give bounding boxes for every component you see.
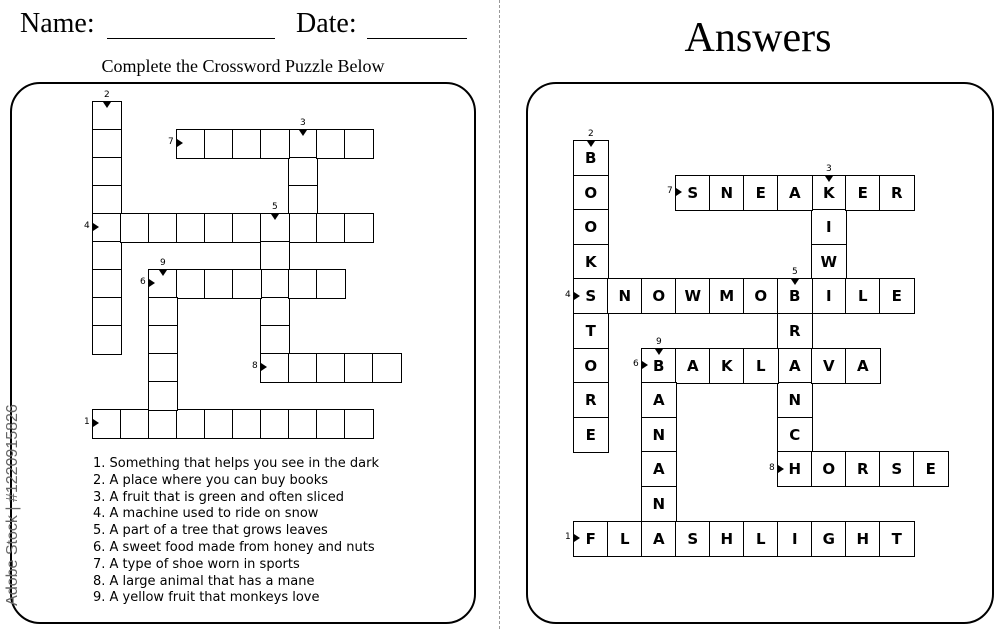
date-label: Date:: [296, 8, 357, 39]
arrow-down-icon: [299, 130, 307, 136]
clue-number-3: 3: [826, 163, 832, 174]
crossword-cell: [607, 278, 643, 314]
cell-letter: N: [788, 391, 802, 410]
cell-letter: R: [890, 183, 903, 202]
clue-6: 6. A sweet food made from honey and nuts: [93, 539, 375, 555]
cell-letter: O: [584, 183, 598, 202]
crossword-cell[interactable]: [260, 297, 290, 327]
clue-number-1: 1: [565, 531, 571, 542]
crossword-cell[interactable]: [148, 213, 178, 243]
crossword-cell: [777, 382, 813, 418]
crossword-cell[interactable]: [344, 213, 374, 243]
crossword-cell: [811, 209, 847, 245]
crossword-cell: [641, 278, 677, 314]
crossword-cell[interactable]: [316, 213, 346, 243]
name-label: Name:: [20, 8, 95, 39]
cell-letter: E: [925, 460, 936, 479]
clue-8: 8. A large animal that has a mane: [93, 573, 315, 589]
cell-letter: B: [789, 287, 801, 306]
crossword-cell: [777, 175, 813, 211]
clue-number-3: 3: [300, 118, 306, 128]
crossword-cell: [675, 521, 711, 557]
arrow-down-icon: [655, 349, 663, 355]
crossword-cell[interactable]: [232, 213, 262, 243]
arrow-right-icon: [93, 223, 99, 231]
clue-list: [93, 456, 379, 607]
crossword-cell: [641, 451, 677, 487]
crossword-cell: [709, 175, 745, 211]
crossword-cell: [573, 417, 609, 453]
crossword-cell: [811, 278, 847, 314]
crossword-cell: [879, 175, 915, 211]
crossword-cell: [709, 521, 745, 557]
cell-letter: B: [653, 356, 665, 375]
crossword-cell[interactable]: [316, 353, 346, 383]
clue-number-5: 5: [792, 267, 798, 278]
crossword-cell[interactable]: [120, 409, 150, 439]
crossword-cell: [573, 313, 609, 349]
crossword-cell[interactable]: [92, 325, 122, 355]
cell-letter: A: [856, 356, 869, 375]
arrow-right-icon: [676, 188, 682, 196]
arrow-right-icon: [261, 363, 267, 371]
crossword-cell: [641, 486, 677, 522]
crossword-cell: [811, 521, 847, 557]
cell-letter: I: [825, 287, 832, 306]
crossword-cell[interactable]: [232, 269, 262, 299]
crossword-cell: [573, 382, 609, 418]
cell-letter: K: [584, 252, 597, 271]
arrow-down-icon: [825, 176, 833, 182]
crossword-cell: [641, 417, 677, 453]
arrow-right-icon: [177, 139, 183, 147]
cell-letter: R: [856, 460, 869, 479]
crossword-cell: [573, 244, 609, 280]
cell-letter: L: [619, 529, 630, 548]
crossword-cell: [777, 521, 813, 557]
date-input-line[interactable]: [367, 38, 467, 39]
crossword-cell: [573, 175, 609, 211]
crossword-cell: [743, 348, 779, 384]
crossword-cell[interactable]: [260, 269, 290, 299]
crossword-cell[interactable]: [288, 269, 318, 299]
crossword-cell: [675, 348, 711, 384]
cell-letter: L: [755, 356, 766, 375]
clue-number-8: 8: [252, 361, 258, 371]
crossword-cell[interactable]: [204, 129, 234, 159]
cell-letter: H: [856, 529, 870, 548]
cell-letter: W: [684, 287, 702, 306]
cell-letter: O: [584, 218, 598, 237]
crossword-cell[interactable]: [288, 213, 318, 243]
cell-letter: O: [652, 287, 666, 306]
clue-number-2: 2: [588, 129, 594, 139]
crossword-cell[interactable]: [344, 353, 374, 383]
crossword-cell[interactable]: [288, 185, 318, 215]
clue-number-9: 9: [656, 336, 662, 347]
cell-letter: K: [822, 183, 835, 202]
cell-letter: R: [584, 391, 597, 410]
page-divider: [499, 0, 500, 629]
clue-1: 1. Something that helps you see in the dark: [93, 456, 379, 471]
clue-number-2: 2: [104, 90, 110, 100]
crossword-cell[interactable]: [260, 325, 290, 355]
cell-letter: A: [788, 183, 801, 202]
cell-letter: S: [585, 287, 597, 306]
crossword-cell[interactable]: [148, 353, 178, 383]
cell-letter: L: [857, 287, 868, 306]
cell-letter: G: [822, 529, 835, 548]
clue-number-7: 7: [168, 137, 174, 147]
cell-letter: M: [719, 287, 735, 306]
crossword-cell: [845, 521, 881, 557]
crossword-cell: [879, 278, 915, 314]
arrow-down-icon: [587, 141, 595, 147]
crossword-cell: [777, 417, 813, 453]
arrow-right-icon: [642, 361, 648, 369]
cell-letter: N: [618, 287, 632, 306]
crossword-cell[interactable]: [204, 409, 234, 439]
crossword-cell: [573, 209, 609, 245]
clue-3: 3. A fruit that is green and often sliced: [93, 489, 345, 505]
crossword-cell[interactable]: [260, 129, 290, 159]
clue-number-4: 4: [84, 221, 90, 231]
crossword-cell[interactable]: [288, 157, 318, 187]
clue-2: 2. A place where you can buy books: [93, 472, 329, 488]
cell-letter: V: [822, 356, 835, 375]
crossword-cell: [845, 451, 881, 487]
crossword-cell: [811, 451, 847, 487]
crossword-cell[interactable]: [148, 381, 178, 411]
crossword-cell: [573, 348, 609, 384]
crossword-cell: [845, 348, 881, 384]
arrow-right-icon: [149, 279, 155, 287]
crossword-cell[interactable]: [92, 269, 122, 299]
crossword-cell: [641, 521, 677, 557]
name-input-line[interactable]: [107, 38, 275, 39]
crossword-cell[interactable]: [148, 409, 178, 439]
clue-9: 9. A yellow fruit that monkeys love: [93, 590, 320, 606]
cell-letter: E: [857, 183, 868, 202]
clue-number-4: 4: [565, 289, 571, 300]
crossword-cell[interactable]: [316, 129, 346, 159]
crossword-cell: [845, 175, 881, 211]
crossword-cell: [709, 278, 745, 314]
crossword-cell[interactable]: [232, 409, 262, 439]
cell-letter: E: [891, 287, 902, 306]
arrow-right-icon: [778, 465, 784, 473]
cell-letter: H: [788, 460, 802, 479]
cell-letter: T: [585, 322, 596, 341]
clue-number-1: 1: [84, 417, 90, 427]
crossword-cell[interactable]: [288, 353, 318, 383]
clue-number-7: 7: [667, 185, 673, 196]
crossword-cell: [641, 382, 677, 418]
cell-letter: N: [720, 183, 734, 202]
crossword-cell[interactable]: [316, 409, 346, 439]
crossword-cell[interactable]: [92, 185, 122, 215]
arrow-down-icon: [103, 102, 111, 108]
crossword-cell: [777, 348, 813, 384]
crossword-cell[interactable]: [344, 129, 374, 159]
cell-letter: E: [585, 425, 596, 444]
clue-7: 7. A type of shoe worn in sports: [93, 556, 300, 572]
crossword-cell[interactable]: [92, 297, 122, 327]
cell-letter: A: [652, 460, 665, 479]
arrow-down-icon: [271, 214, 279, 220]
crossword-cell: [913, 451, 949, 487]
cell-letter: F: [585, 529, 596, 548]
cell-letter: T: [891, 529, 902, 548]
cell-letter: I: [825, 218, 832, 237]
answers-title: Answers: [684, 15, 832, 61]
cell-letter: S: [891, 460, 903, 479]
crossword-cell[interactable]: [260, 241, 290, 271]
cell-letter: O: [754, 287, 768, 306]
arrow-right-icon: [93, 419, 99, 427]
crossword-cell: [743, 521, 779, 557]
clue-number-8: 8: [769, 462, 775, 473]
crossword-cell[interactable]: [260, 409, 290, 439]
crossword-cell[interactable]: [92, 129, 122, 159]
cell-letter: A: [652, 529, 665, 548]
cell-letter: W: [820, 252, 838, 271]
crossword-cell: [709, 348, 745, 384]
crossword-cell: [607, 521, 643, 557]
crossword-cell[interactable]: [148, 325, 178, 355]
crossword-cell[interactable]: [232, 129, 262, 159]
watermark-text: Adobe Stock | #1220915826: [4, 404, 21, 606]
crossword-cell: [675, 278, 711, 314]
clue-number-6: 6: [140, 277, 146, 287]
cell-letter: L: [755, 529, 766, 548]
crossword-cell[interactable]: [120, 213, 150, 243]
clue-5: 5. A part of a tree that grows leaves: [93, 523, 328, 539]
clue-number-5: 5: [272, 202, 278, 212]
cell-letter: N: [652, 425, 666, 444]
crossword-cell: [743, 175, 779, 211]
arrow-right-icon: [574, 292, 580, 300]
cell-letter: S: [687, 529, 699, 548]
cell-letter: K: [720, 356, 733, 375]
crossword-cell: [879, 451, 915, 487]
crossword-cell[interactable]: [344, 409, 374, 439]
crossword-cell: [811, 348, 847, 384]
crossword-cell[interactable]: [288, 409, 318, 439]
cell-letter: O: [822, 460, 836, 479]
watermark: [2, 395, 24, 615]
crossword-cell: [879, 521, 915, 557]
arrow-down-icon: [791, 279, 799, 285]
crossword-cell[interactable]: [92, 157, 122, 187]
crossword-cell[interactable]: [176, 269, 206, 299]
cell-letter: N: [652, 495, 666, 514]
crossword-cell[interactable]: [372, 353, 402, 383]
crossword-cell[interactable]: [176, 213, 206, 243]
cell-letter: H: [720, 529, 734, 548]
clue-number-9: 9: [160, 258, 166, 268]
cell-letter: A: [788, 356, 801, 375]
crossword-cell[interactable]: [176, 409, 206, 439]
clue-number-6: 6: [633, 358, 639, 369]
instructions-text: Complete the Crossword Puzzle Below: [101, 56, 385, 76]
crossword-cell[interactable]: [316, 269, 346, 299]
crossword-cell[interactable]: [92, 241, 122, 271]
cell-letter: O: [584, 356, 598, 375]
crossword-cell[interactable]: [148, 297, 178, 327]
crossword-cell: [845, 278, 881, 314]
crossword-cell: [811, 244, 847, 280]
cell-letter: E: [755, 183, 766, 202]
cell-letter: I: [791, 529, 798, 548]
arrow-right-icon: [574, 534, 580, 542]
arrow-down-icon: [159, 270, 167, 276]
cell-letter: C: [789, 425, 801, 444]
clue-4: 4. A machine used to ride on snow: [93, 506, 319, 522]
cell-letter: S: [687, 183, 699, 202]
crossword-cell[interactable]: [204, 213, 234, 243]
cell-letter: B: [585, 149, 597, 168]
cell-letter: A: [686, 356, 699, 375]
crossword-cell: [743, 278, 779, 314]
cell-letter: A: [652, 391, 665, 410]
crossword-cell[interactable]: [204, 269, 234, 299]
cell-letter: R: [788, 322, 801, 341]
crossword-cell: [777, 313, 813, 349]
